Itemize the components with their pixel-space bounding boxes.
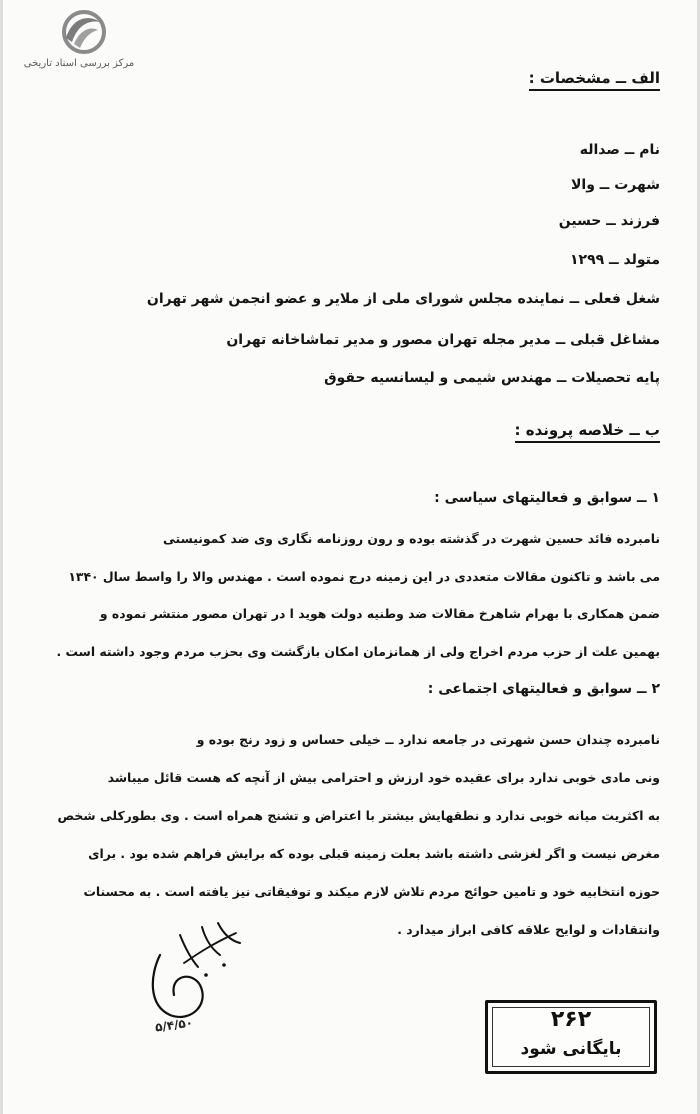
archive-stamp-number: ۲۶۲ — [550, 1007, 592, 1032]
field-current-job: شغل فعلی ــ نماینده مجلس شورای ملی از ملایر و عضو انجمن شهر تهران — [146, 291, 660, 307]
field-birth: متولد ــ ۱۲۹۹ — [569, 252, 660, 268]
field-father: فرزند ــ حسین — [558, 213, 660, 229]
archive-stamp-text: بایگانی شود — [520, 1039, 622, 1059]
field-education: پایه تحصیلات ــ مهندس شیمی و لیسانسیه حقوق — [324, 370, 660, 386]
political-line: می باشد و تاکنون مقالات متعددی در این زمینه درج نموده است . مهندس والا را واسط سال ۱۳۴۰ — [68, 569, 660, 584]
section-b-heading — [30, 420, 660, 443]
field-name: نام ــ صداله — [579, 142, 660, 158]
social-line: حوزه انتخابیه خود و تامین حوائج مردم تلاش لازم میکند و توفیقاتی نیز یافته است . به محسنات — [83, 884, 660, 899]
social-line: مغرض نیست و اگر لغزشی داشته باشد بعلت زمینه قبلی بوده که برایش فراهم شده بود . برای — [88, 846, 660, 861]
archive-logo — [14, 8, 144, 70]
social-line: ونی مادی خوبی ندارد برای عقیده خود ارزش و احترامی بیش از آنچه که هست قائل میباشد — [107, 770, 660, 785]
political-line: بهمین علت از حزب مردم اخراج ولی از همانزمان امکان بازگشت وی بحزب مردم وجود داشته است . — [56, 644, 660, 659]
archive-logo-icon — [54, 8, 106, 58]
social-line: به اکثریت میانه خوبی ندارد و نطقهایش بیشتر با اعتراض و تشنج همراه است . وی بطورکلی شخص — [57, 808, 660, 823]
social-line: وانتقادات و لوایح علاقه کافی ابراز میدارد . — [397, 922, 660, 937]
scan-edge-left — [0, 0, 3, 1114]
section-b-title: ب ــ خلاصه پرونده : — [515, 421, 660, 443]
section-a-heading — [30, 68, 660, 91]
section-a-title: الف ــ مشخصات : — [529, 69, 660, 91]
political-line: نامبرده فائد حسین شهرت در گذشته بوده و رون روزنامه نگاری وی ضد کمونیستی — [163, 531, 660, 546]
field-surname: شهرت ــ والا — [570, 177, 660, 193]
political-title: ۱ ــ سوابق و فعالیتهای سیاسی : — [434, 490, 660, 506]
social-title: ۲ ــ سوابق و فعالیتهای اجتماعی : — [427, 681, 660, 697]
social-line: نامبرده چندان حسن شهرتی در جامعه ندارد ــ خیلی حساس و زود رنج بوده و — [196, 732, 660, 747]
political-line: ضمن همکاری با بهرام شاهرخ مقالات ضد وطنیه دولت هوید ا در تهران مصور منتشر نموده و — [99, 606, 660, 621]
field-previous-jobs: مشاغل قبلی ــ مدیر مجله تهران مصور و مدیر تماشاخانه تهران — [226, 332, 660, 348]
archive-stamp — [485, 1000, 657, 1074]
signature-date: ۵/۴/۵۰ — [154, 1015, 194, 1035]
archive-logo-caption: مرکز بررسی اسناد تاریخی — [23, 58, 135, 69]
